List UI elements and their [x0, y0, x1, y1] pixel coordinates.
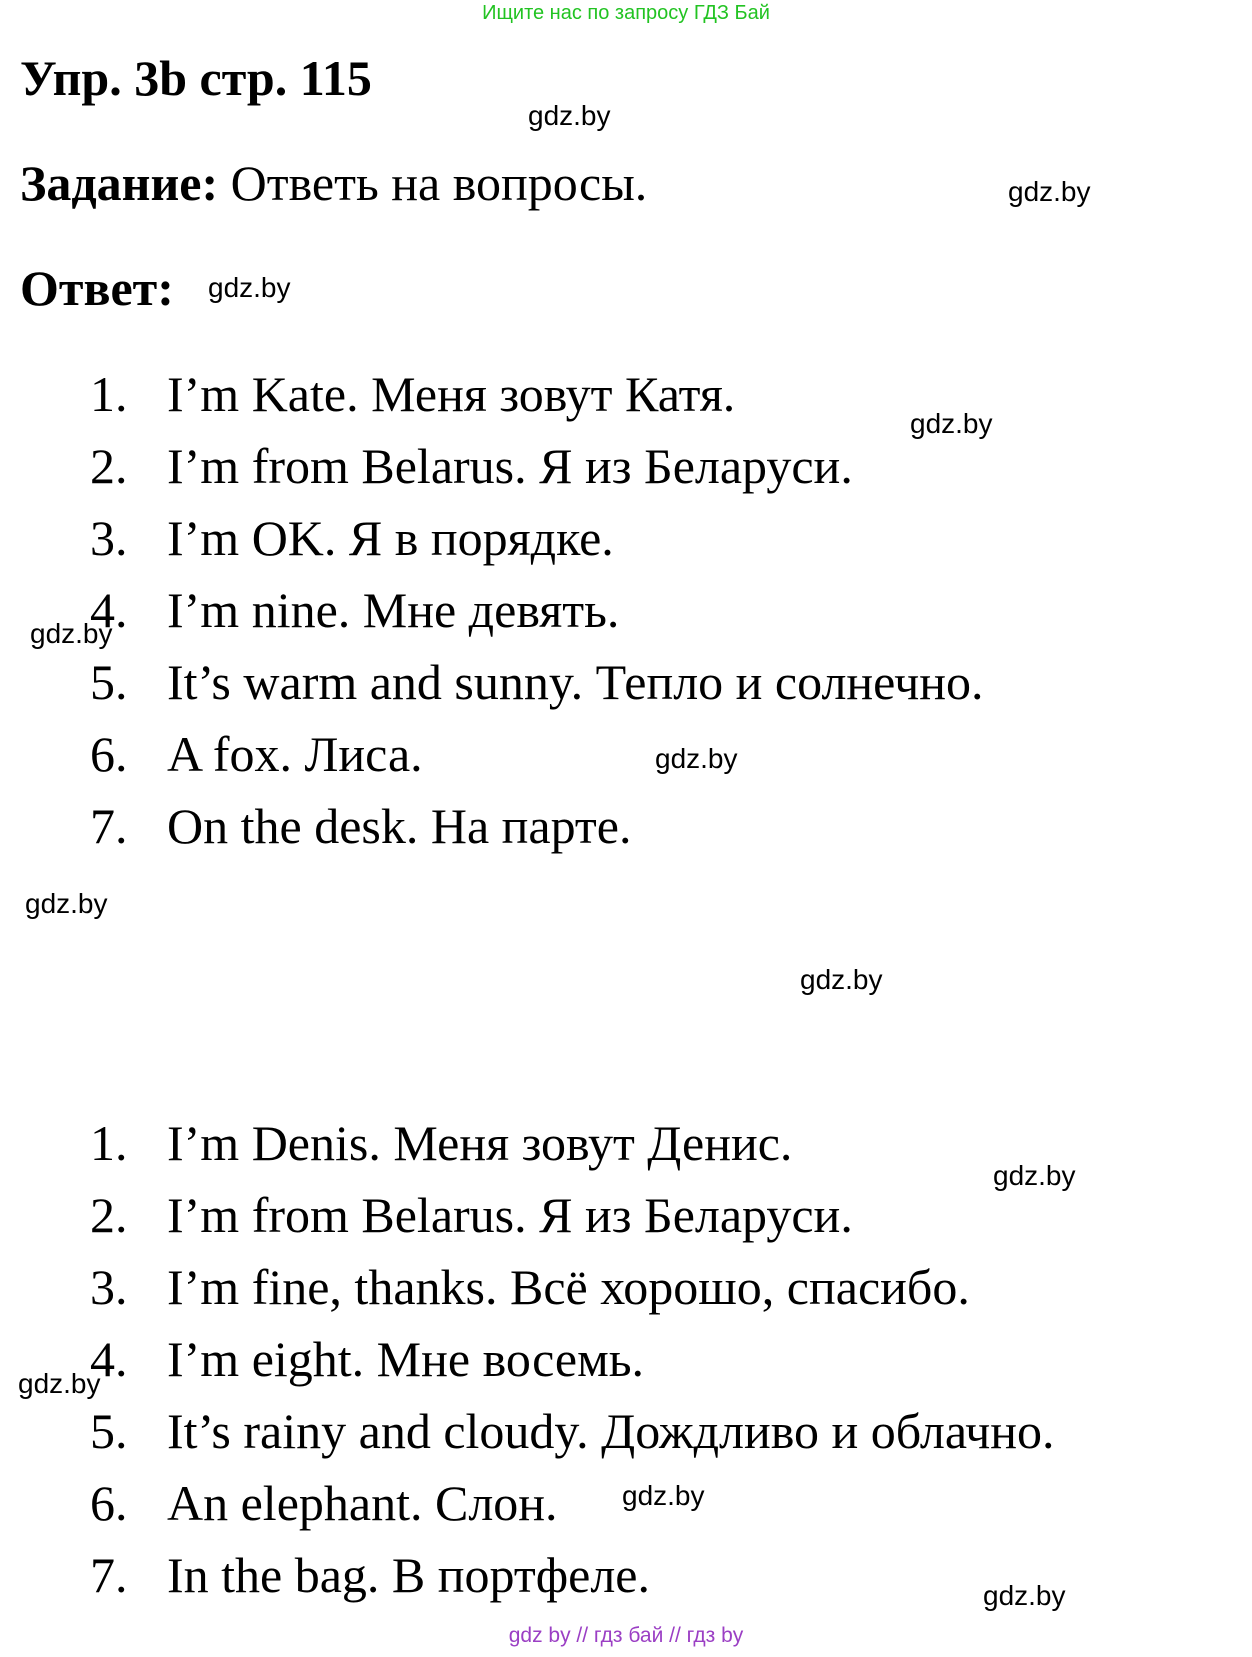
- top-banner: Ищите нас по запросу ГДЗ Бай: [482, 2, 770, 24]
- watermark: gdz.by: [983, 1580, 1066, 1611]
- item-text: I’m Denis. Меня зовут Денис.: [167, 1115, 793, 1171]
- item-text: I’m Kate. Меня зовут Катя.: [167, 366, 736, 422]
- answer-label: Ответ:: [20, 260, 174, 316]
- item-text: On the desk. На парте.: [167, 798, 632, 854]
- item-number: 1.: [90, 1115, 128, 1171]
- item-text: I’m fine, thanks. Всё хорошо, спасибо.: [167, 1259, 970, 1315]
- item-text: I’m nine. Мне девять.: [167, 582, 620, 638]
- watermark: gdz.by: [528, 100, 611, 131]
- item-number: 6.: [90, 726, 128, 782]
- task-label: Задание:: [20, 155, 219, 211]
- watermark: gdz.by: [30, 618, 113, 649]
- item-number: 2.: [90, 1187, 128, 1243]
- item-text: I’m from Belarus. Я из Беларуси.: [167, 438, 853, 494]
- watermark: gdz.by: [18, 1368, 101, 1399]
- item-number: 3.: [90, 1259, 128, 1315]
- item-text: It’s rainy and cloudy. Дождливо и облачно.: [167, 1403, 1055, 1459]
- watermark: gdz.by: [655, 743, 738, 774]
- item-number: 2.: [90, 438, 128, 494]
- item-text: An elephant. Слон.: [167, 1475, 558, 1531]
- item-text: In the bag. В портфеле.: [167, 1547, 650, 1603]
- page-title: Упр. 3b стр. 115: [20, 50, 372, 106]
- watermark: gdz.by: [800, 964, 883, 995]
- item-number: 5.: [90, 1403, 128, 1459]
- watermark: gdz.by: [993, 1160, 1076, 1191]
- item-number: 5.: [90, 654, 128, 710]
- item-text: I’m from Belarus. Я из Беларуси.: [167, 1187, 853, 1243]
- item-number: 7.: [90, 798, 128, 854]
- watermark: gdz.by: [1008, 176, 1091, 207]
- watermark: gdz.by: [25, 888, 108, 919]
- item-number: 4.: [90, 582, 128, 638]
- item-text: I’m OK. Я в порядке.: [167, 510, 614, 566]
- task-text: Ответь на вопросы.: [230, 155, 648, 211]
- task-line: [20, 155, 647, 211]
- watermark: gdz.by: [622, 1480, 705, 1511]
- watermark: gdz.by: [208, 272, 291, 303]
- item-number: 7.: [90, 1547, 128, 1603]
- item-text: It’s warm and sunny. Тепло и солнечно.: [167, 654, 984, 710]
- item-number: 4.: [90, 1331, 128, 1387]
- item-text: I’m eight. Мне восемь.: [167, 1331, 645, 1387]
- bottom-banner: gdz by // гдз бай // гдз by: [508, 1624, 744, 1647]
- item-text: A fox. Лиса.: [167, 726, 423, 782]
- item-number: 3.: [90, 510, 128, 566]
- item-number: 1.: [90, 366, 128, 422]
- watermark: gdz.by: [910, 408, 993, 439]
- item-number: 6.: [90, 1475, 128, 1531]
